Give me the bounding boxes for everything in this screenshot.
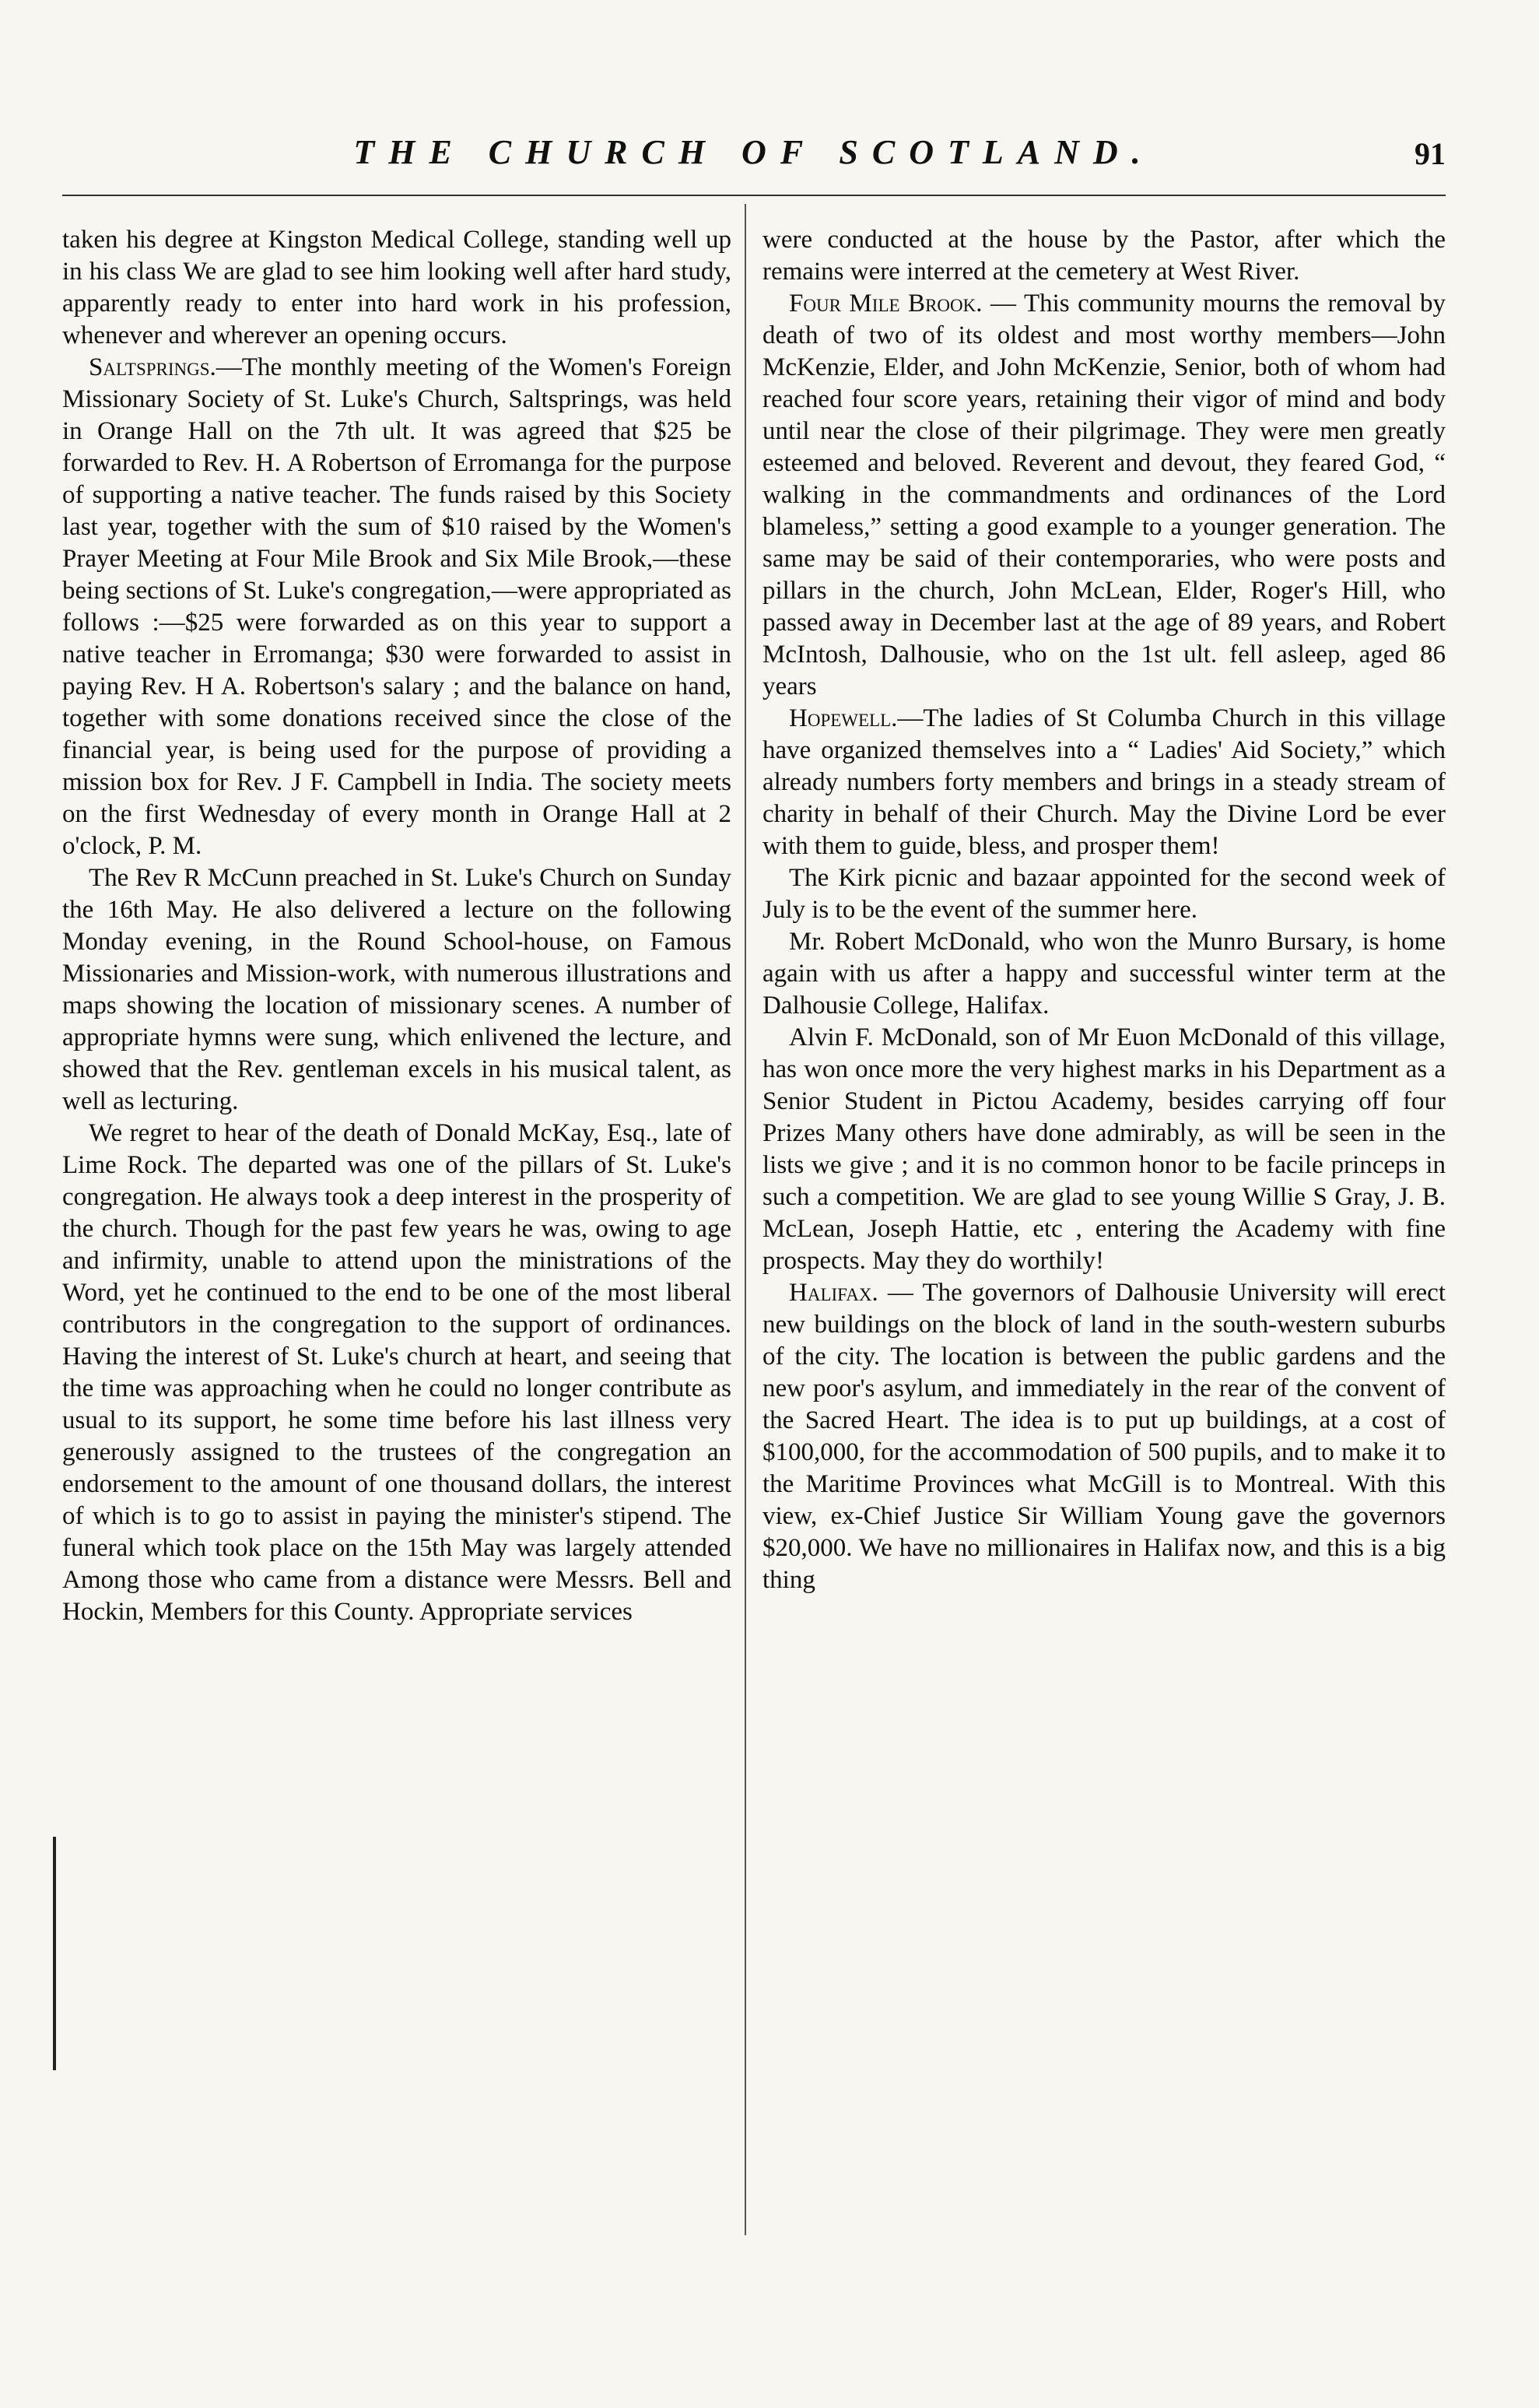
margin-rule [53,1837,56,2070]
paragraph-body: — The governors of Dalhousie University will erect new buildings on the block of land in the south-western suburbs of the city. The location is between the public gardens and the new poor's asylum, and immediately in the rear of the convent of the Sacred Heart. The idea is to put up buildings, at a cost of $100,000, for the accommodation of 500 pupils, and to make it to the Maritime Provinces what McGill is to Montreal. With this view, ex-Chief Justice Sir William Young gave the governors $20,000. We have no millionaires in Halifax now, and this is a big thing [762,1279,1446,1594]
left-column [62,224,731,1628]
section-heading: Hopewell. [789,704,898,732]
paragraph: The Rev R McCunn preached in St. Luke's Church on Sunday the 16th May. He also delivered a lecture on the following Monday evening, in the Round School-house, on Famous Missionaries and Mission-work, with numerous illustrations and maps showing the location of missionary scenes. A number of appropriate hymns were sung, which enlivened the lecture, and showed that the Rev. gentleman excels in his musical talent, as well as lecturing. [62,864,731,1115]
paragraph: We regret to hear of the death of Donald McKay, Esq., late of Lime Rock. The departed was one of the pillars of St. Luke's congregation. He always took a deep interest in the prosperity of the church. Though for the past few years he was, owing to age and infirmity, unable to attend upon the ministrations of the Word, yet he continued to the end to be one of the most liberal contributors in the congregation to the support of ordinances. Having the interest of St. Luke's church at heart, and seeing that the time was approaching when he could no longer contribute as usual to its support, he some time before his last illness very generously assigned to the trustees of the congregation an endorsement to the amount of one thousand dollars, the interest of which is to go to assist in paying the minister's stipend. The funeral which took place on the 15th May was largely attended Among those who came from a distance were Messrs. Bell and Hockin, Members for this County. Appropriate services [62,1119,731,1626]
section-heading: Halifax. [789,1279,878,1307]
paragraph-hopewell [762,703,1446,862]
column-divider [745,204,746,2235]
header-rule [62,195,1446,196]
section-heading: Saltsprings. [89,353,216,381]
page-header [62,131,1446,193]
paragraph: were conducted at the house by the Pastor, after which the remains were interred at the cemetery at West River. [762,226,1446,286]
paragraph: The Kirk picnic and bazaar appointed for the second week of July is to be the event of the summer here. [762,864,1446,924]
paragraph: Alvin F. McDonald, son of Mr Euon McDonald of this village, has won once more the very highest marks in his Department as a Senior Student in Pictou Academy, besides carrying off four Prizes Many others have done admirably, as will be seen in the lists we give ; and it is no common honor to be facile princeps in such a competition. We are glad to see young Willie S Gray, J. B. McLean, Joseph Hattie, etc , entering the Academy with fine prospects. May they do worthily! [762,1023,1446,1275]
page-number: 91 [1415,136,1446,171]
paragraph: Mr. Robert McDonald, who won the Munro Bursary, is home again with us after a happy and successful winter term at the Dalhousie College, Halifax. [762,928,1446,1020]
paragraph-four-mile-brook [762,288,1446,703]
paragraph-body: —The monthly meeting of the Women's Foreign Missionary Society of St. Luke's Church, Saltsprings, was held in Orange Hall on the 7th ult. It was agreed that $25 be forwarded to Rev. H. A Robertson of Erromanga for the purpose of supporting a native teacher. The funds raised by this Society last year, together with the sum of $10 raised by the Women's Prayer Meeting at Four Mile Brook and Six Mile Brook,—these being sections of St. Luke's congregation,—were appropriated as follows :—$25 were forwarded as on this year to support a native teacher in Erromanga; $30 were forwarded to assist in paying Rev. H A. Robertson's salary ; and the balance on hand, together with some donations received since the close of the financial year, is being used for the purpose of providing a mission box for Rev. J F. Campbell in India. The society meets on the first Wednesday of every month in Orange Hall at 2 o'clock, P. M. [62,353,731,860]
paragraph-body: —The ladies of St Columba Church in this village have organized themselves into a “ Ladies' Aid Society,” which already numbers forty members and brings in a steady stream of charity in behalf of their Church. May the Divine Lord be ever with them to guide, bless, and prosper them! [762,704,1446,860]
paragraph-saltsprings [62,352,731,862]
paragraph: taken his degree at Kingston Medical College, standing well up in his class We are glad to see him looking well after hard study, apparently ready to enter into hard work in his profession, whenever and wherever an opening occurs. [62,226,731,349]
running-title: THE CHURCH OF SCOTLAND. [353,133,1155,171]
right-column [762,224,1446,1596]
paragraph-body: — This community mourns the removal by death of two of its oldest and most worthy members—John McKenzie, Elder, and John McKenzie, Senior, both of whom had reached four score years, retaining their vigor of mind and body until near the close of their pilgrimage. They were men greatly esteemed and beloved. Reverent and devout, they feared God, “ walking in the commandments and ordinances of the Lord blameless,” setting a good example to a younger generation. The same may be said of their contemporaries, who were posts and pillars in the church, John McLean, Elder, Roger's Hill, who passed away in December last at the age of 89 years, and Robert McIntosh, Dalhousie, who on the 1st ult. fell asleep, aged 86 years [762,290,1446,700]
paragraph-halifax [762,1277,1446,1596]
section-heading: Four Mile Brook. [789,290,983,318]
